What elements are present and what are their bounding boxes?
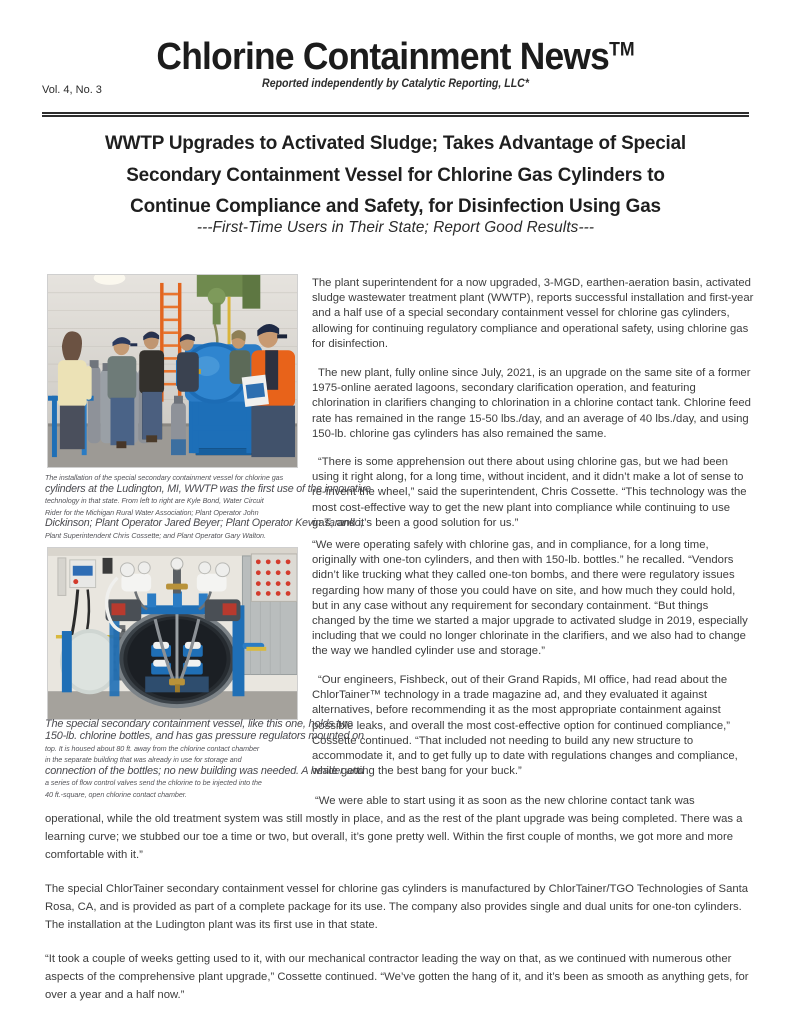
photo-crew-with-containment-vessel bbox=[47, 274, 298, 468]
body-paragraph: “There is some apprehension out there about using chlorine gas, but we had been using it right along, for a long time, without incident, and it didn’t make a lot of sense to re-invent the wheel,” said the superintendent, Chris Cossette. “This technology was the most cost-effective way to get the new plant into compliance while continuing to use gas, and it’s been a good solution for us.” bbox=[312, 456, 747, 529]
caption-line: cylinders at the Ludington, MI, WWTP was the first use of the innovative bbox=[45, 482, 371, 495]
headline-line-2: Secondary Containment Vessel for Chlorine Gas Cylinders to bbox=[126, 163, 665, 186]
photo-open-containment-vessel bbox=[47, 547, 298, 720]
article-headline bbox=[65, 128, 726, 223]
masthead-divider-rule bbox=[42, 112, 749, 117]
body-paragraph: The plant superintendent for a now upgraded, 3-MGD, earthen-aeration basin, activated sludge wastewater treatment plant (WWTP), reports successful installation and first-year and a half use of a special secondary containment vessel for chlorine gas cylinders, allowing for continuing regulatory compliance and operational safety, using chlorine gas for disinfection. bbox=[312, 277, 754, 350]
body-column-quote-3 bbox=[312, 673, 754, 793]
photo-vessel-artwork bbox=[48, 548, 297, 719]
caption-line: The special secondary containment vessel, like this one, holds two bbox=[45, 718, 353, 730]
caption-photo-crew bbox=[45, 472, 371, 542]
headline-line-3: Continue Compliance and Safety, for Disinfection Using Gas bbox=[130, 195, 661, 218]
caption-line: Rider for the Michigan Rural Water Association; Plant Operator John bbox=[45, 507, 259, 517]
caption-line: in the separate building that was already in use for storage and bbox=[45, 755, 242, 765]
photo-crew-artwork bbox=[48, 275, 297, 467]
caption-line: Plant Superintendent Chris Cossette; and Plant Operator Gary Walton. bbox=[45, 531, 266, 541]
caption-line: connection of the bottles; no new building was needed. A header and bbox=[45, 764, 364, 777]
body-full-width-block bbox=[45, 792, 755, 1020]
body-column-quote-1 bbox=[312, 455, 754, 545]
caption-photo-vessel bbox=[45, 718, 364, 800]
caption-line: 150-lb. chlorine bottles, and has gas pressure regulators mounted on bbox=[45, 729, 364, 742]
body-column-quote-2 bbox=[312, 538, 754, 674]
publication-tagline: Reported independently by Catalytic Reporting, LLC* bbox=[262, 78, 529, 90]
body-paragraph: The special ChlorTainer secondary containment vessel for chlorine gas cylinders is manufactured by ChlorTainer/TGO Technologies of Santa Rosa, CA, and is provided as part of a complete package for its use. The company also provides single and dual units for one-ton cylinders. The installation at the Ludington plant was its first use in that state. bbox=[45, 883, 749, 931]
caption-line: Dickinson; Plant Operator Jared Beyer; Plant Operator Kevin Taranko; bbox=[45, 517, 364, 530]
trademark-symbol: TM bbox=[609, 39, 635, 61]
masthead bbox=[0, 0, 791, 105]
body-column-top bbox=[312, 276, 754, 456]
body-paragraph: “Our engineers, Fishbeck, out of their Grand Rapids, MI office, had read about the ChlorTainer™ technology in a trade magazine ad, and they evaluated it against alternatives, before recommending it as the most appropriate containment against possible leaks, and overall the most cost-effective option for continued compliance,” Cossette continued. “That included not needing to build any new structure to accommodate it, and to get fully up to date with regulations changes and compliance, while getting the best bang for your buck.” bbox=[312, 674, 738, 778]
body-paragraph: “It took a couple of weeks getting used to it, with our mechanical contractor leading the way on that, as we continued with numerous other aspects of the comprehensive plant upgrade,” Cossette continued. “We’ve gotten the hang of it, and it’s been as smooth as anything gets, for over a year and a half now.” bbox=[45, 953, 749, 1001]
caption-line: The installation of the special secondary containment vessel for chlorine gas bbox=[45, 473, 284, 482]
article-subheadline: ---First-Time Users in Their State; Report Good Results--- bbox=[196, 219, 595, 236]
headline-line-1: WWTP Upgrades to Activated Sludge; Takes Advantage of Special bbox=[105, 132, 686, 154]
body-paragraph: The new plant, fully online since July, 2021, is an upgrade on the same site of a former 1975-online aerated lagoons, secondary clarification operation, and featuring chlorination in clarifiers changing to chlorination in a chlorine contact tank. Chlorine feed rate has remained in the range 15-50 lbs./day, and an average of 40 lbs./day, and using 150-lb. chlorine gas cylinders has also remained the same. bbox=[312, 367, 751, 440]
volume-issue: Vol. 4, No. 3 bbox=[42, 84, 102, 96]
body-paragraph: “We were able to start using it as soon as the new chlorine contact tank was operational, while the old treatment system was still mostly in place, and as the rest of the plant upgrade was being completed. There was a learning curve; we stubbed our toe a time or two, but overall, it’s gone pretty well. Within the first couple of months, we got more and more comfortable with it.” bbox=[45, 795, 743, 861]
body-paragraph: “We were operating safely with chlorine gas, and in compliance, for a long time, originally with one-ton cylinders, and then with 150-lb. bottles.” he recalled. “Vendors didn’t like trucking what they called one-ton bombs, and there were regulatory issues regarding how many of those you could have on site, and how much they could hold, but in any case without any requirement for secondary containment. “But things changed by the time we started a major upgrade to activated sludge in 2019, especially including that we could no longer chlorinate in the clarifiers, and we also had to change the way we handled cylinder use and storage.” bbox=[312, 539, 748, 658]
publication-title-text: Chlorine Containment News bbox=[156, 36, 610, 78]
caption-line: a series of flow control valves send the chlorine to be injected into the bbox=[45, 778, 262, 788]
caption-line: technology in that state. From left to right are Kyle Bond, Water Circuit bbox=[45, 496, 264, 506]
caption-line: 40 ft.-square, open chlorine contact chamber. bbox=[45, 789, 187, 799]
caption-line: top. It is housed about 80 ft. away from the chlorine contact chamber bbox=[45, 743, 260, 753]
publication-title bbox=[28, 36, 764, 79]
